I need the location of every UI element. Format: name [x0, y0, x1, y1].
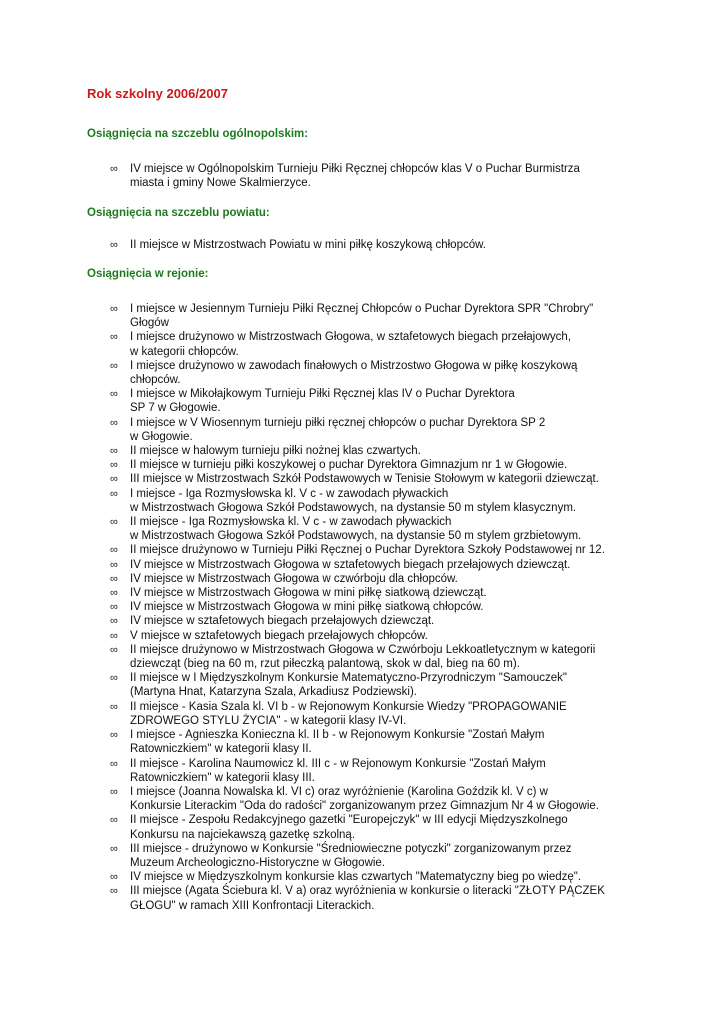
- section-heading-national: Osiągnięcia na szczeblu ogólnopolskim:: [87, 128, 309, 140]
- list-item-line: SP 7 w Głogowie.: [130, 402, 221, 415]
- list-item-line: IV miejsce w Mistrzostwach Głogowa w czwórboju dla chłopców.: [130, 572, 458, 585]
- list-item-line: II miejsce w Mistrzostwach Powiatu w mini piłkę koszykową chłopców.: [130, 239, 486, 251]
- bullet-icon: ∞: [110, 757, 118, 770]
- list-item: [0, 302, 724, 330]
- bullet-icon: ∞: [110, 303, 118, 315]
- list-item-line: II miejsce drużynowo w Turnieju Piłki Ręcznej o Puchar Dyrektora Szkoły Podstawowej nr 12.: [130, 544, 605, 557]
- page-title: Rok szkolny 2006/2007: [87, 86, 228, 101]
- list-item-line: V miejsce w sztafetowych biegach przełajowych chłopców.: [130, 629, 428, 642]
- bullet-icon: ∞: [110, 163, 118, 175]
- list-item: [0, 700, 724, 728]
- bullet-icon: ∞: [110, 416, 118, 429]
- list-item: [0, 629, 724, 643]
- list-item: [0, 586, 724, 600]
- list-item-line: IV miejsce w Mistrzostwach Głogowa w mini piłkę siatkową dziewcząt.: [130, 587, 487, 600]
- list-item-line: II miejsce - Karolina Naumowicz kl. III c - w Rejonowym Konkursie "Zostań Małym: [130, 757, 546, 770]
- bullet-icon: ∞: [110, 572, 118, 585]
- list-item: [0, 870, 724, 884]
- bullet-icon: ∞: [110, 643, 118, 656]
- bullet-icon: ∞: [110, 601, 118, 614]
- list-item: [0, 884, 724, 912]
- bullet-icon: ∞: [110, 487, 118, 500]
- list-item-line: IV miejsce w Międzyszkolnym konkursie klas czwartych "Matematyczny bieg po wiedzę".: [130, 871, 582, 884]
- list-item: [0, 330, 724, 358]
- list-item-line: miasta i gminy Nowe Skalmierzyce.: [130, 177, 311, 190]
- bullet-icon: ∞: [110, 842, 118, 855]
- list-item-line: Muzeum Archeologiczno-Historyczne w Głogowie.: [130, 856, 386, 869]
- list-item-line: w Mistrzostwach Głogowa Szkół Podstawowych, na dystansie 50 m stylem klasycznym.: [130, 501, 577, 514]
- list-item: [0, 842, 724, 870]
- list-item-line: I miejsce w Jesiennym Turnieju Piłki Ręcznej Chłopców o Puchar Dyrektora SPR "Chrobry": [130, 303, 594, 315]
- list-item-line: Konkursie Literackim "Oda do radości" zorganizowanym przez Gimnazjum Nr 4 w Głogowie.: [130, 800, 599, 813]
- list-item-line: w Mistrzostwach Głogowa Szkół Podstawowych, na dystansie 50 m stylem grzbietowym.: [130, 530, 582, 543]
- list-item-line: (Martyna Hnat, Katarzyna Szala, Arkadiusz Podziewski).: [130, 686, 417, 699]
- list-item-line: IV miejsce w Mistrzostwach Głogowa w mini piłkę siatkową chłopców.: [130, 601, 484, 614]
- list-item: [0, 614, 724, 628]
- list-item-line: I miejsce - Agnieszka Konieczna kl. II b - w Rejonowym Konkursie "Zostań Małym: [130, 729, 545, 742]
- list-item: [0, 458, 724, 472]
- list-item: [0, 728, 724, 756]
- list-item-line: I miejsce w V Wiosennym turnieju piłki ręcznej chłopców o puchar Dyrektora SP 2: [130, 416, 546, 429]
- bullet-icon: ∞: [110, 629, 118, 642]
- list-item: [0, 813, 724, 841]
- bullet-icon: ∞: [110, 729, 118, 742]
- list-item-line: III miejsce - drużynowo w Konkursie "Średniowieczne potyczki" zorganizowanym przez: [130, 842, 572, 855]
- bullet-icon: ∞: [110, 587, 118, 600]
- list-item: [0, 785, 724, 813]
- bullet-icon: ∞: [110, 359, 118, 372]
- bullet-icon: ∞: [110, 785, 118, 798]
- section-heading-region: Osiągnięcia w rejonie:: [87, 268, 209, 280]
- list-item-line: II miejsce - Kasia Szala kl. VI b - w Rejonowym Konkursie Wiedzy "PROPAGOWANIE: [130, 700, 567, 713]
- list-item-line: Ratowniczkiem" w kategorii klasy II.: [130, 743, 312, 756]
- bullet-icon: ∞: [110, 814, 118, 827]
- list-item: [0, 359, 724, 387]
- bullet-icon: ∞: [110, 239, 118, 251]
- list-item-line: II miejsce w turnieju piłki koszykowej o puchar Dyrektora Gimnazjum nr 1 w Głogowie.: [130, 459, 568, 472]
- list-item: [0, 600, 724, 614]
- list-item-line: I miejsce drużynowo w zawodach finałowych o Mistrzostwo Głogowa w piłkę koszykową: [130, 359, 578, 372]
- list-item: [0, 162, 724, 190]
- list-item: [0, 444, 724, 458]
- bullet-icon: ∞: [110, 473, 118, 486]
- list-item-line: I miejsce w Mikołajkowym Turnieju Piłki Ręcznej klas IV o Puchar Dyrektora: [130, 388, 515, 401]
- bullet-icon: ∞: [110, 516, 118, 529]
- list-item: [0, 757, 724, 785]
- bullet-icon: ∞: [110, 544, 118, 557]
- list-item-line: IV miejsce w Mistrzostwach Głogowa w sztafetowych biegach przełajowych dziewcząt.: [130, 558, 571, 571]
- list-item: [0, 671, 724, 699]
- list-item-line: I miejsce (Joanna Nowalska kl. VI c) oraz wyróżnienie (Karolina Goździk kl. V c) w: [130, 785, 548, 798]
- list-item-line: Głogów: [130, 317, 169, 330]
- list-item-line: III miejsce w Mistrzostwach Szkół Podstawowych w Tenisie Stołowym w kategorii dziewcząt.: [130, 473, 599, 486]
- list-item-line: w kategorii chłopców.: [130, 345, 239, 358]
- bullet-icon: ∞: [110, 871, 118, 884]
- list-item-line: III miejsce (Agata Ściebura kl. V a) oraz wyróżnienia w konkursie o literacki "ZŁOTY PĄCZEK: [130, 885, 605, 898]
- county-achievements-list: [0, 238, 724, 252]
- list-item-line: w Głogowie.: [130, 430, 193, 443]
- list-item-line: Konkursu na najciekawszą gazetkę szkolną.: [130, 828, 356, 841]
- list-item-line: II miejsce - Zespołu Redakcyjnego gazetki "Europejczyk" w III edycji Międzyszkolnego: [130, 814, 568, 827]
- section-heading-county: Osiągnięcia na szczeblu powiatu:: [87, 207, 270, 219]
- list-item-line: Ratowniczkiem" w kategorii klasy III.: [130, 771, 315, 784]
- bullet-icon: ∞: [110, 459, 118, 472]
- list-item-line: IV miejsce w sztafetowych biegach przełajowych dziewcząt.: [130, 615, 435, 628]
- bullet-icon: ∞: [110, 331, 118, 344]
- bullet-icon: ∞: [110, 700, 118, 713]
- list-item-line: dziewcząt (bieg na 60 m, rzut piłeczką palantową, skok w dal, bieg na 60 m).: [130, 658, 520, 671]
- region-achievements-list: [0, 302, 724, 913]
- list-item: [0, 238, 724, 252]
- list-item: [0, 387, 724, 415]
- list-item-line: IV miejsce w Ogólnopolskim Turnieju Piłki Ręcznej chłopców klas V o Puchar Burmistrza: [130, 163, 580, 175]
- list-item-line: ZDROWEGO STYLU ŻYCIA" - w kategorii klasy IV-VI.: [130, 714, 407, 727]
- list-item-line: GŁOGU" w ramach XIII Konfrontacji Literackich.: [130, 899, 375, 912]
- list-item-line: I miejsce - Iga Rozmysłowska kl. V c - w zawodach pływackich: [130, 487, 449, 500]
- list-item: [0, 416, 724, 444]
- list-item-line: II miejsce drużynowo w Mistrzostwach Głogowa w Czwórboju Lekkoatletycznym w kategorii: [130, 643, 596, 656]
- national-achievements-list: [0, 162, 724, 190]
- list-item: [0, 487, 724, 515]
- bullet-icon: ∞: [110, 672, 118, 685]
- list-item: [0, 643, 724, 671]
- bullet-icon: ∞: [110, 445, 118, 458]
- list-item: [0, 543, 724, 557]
- list-item: [0, 472, 724, 486]
- list-item: [0, 558, 724, 572]
- list-item: [0, 515, 724, 543]
- list-item-line: chłopców.: [130, 374, 181, 387]
- list-item-line: I miejsce drużynowo w Mistrzostwach Głogowa, w sztafetowych biegach przełajowych,: [130, 331, 572, 344]
- bullet-icon: ∞: [110, 388, 118, 401]
- bullet-icon: ∞: [110, 615, 118, 628]
- bullet-icon: ∞: [110, 885, 118, 898]
- list-item-line: II miejsce w halowym turnieju piłki nożnej klas czwartych.: [130, 445, 421, 458]
- bullet-icon: ∞: [110, 558, 118, 571]
- list-item-line: II miejsce w I Międzyszkolnym Konkursie Matematyczno-Przyrodniczym "Samouczek": [130, 672, 567, 685]
- list-item-line: II miejsce - Iga Rozmysłowska kl. V c - w zawodach pływackich: [130, 516, 452, 529]
- list-item: [0, 572, 724, 586]
